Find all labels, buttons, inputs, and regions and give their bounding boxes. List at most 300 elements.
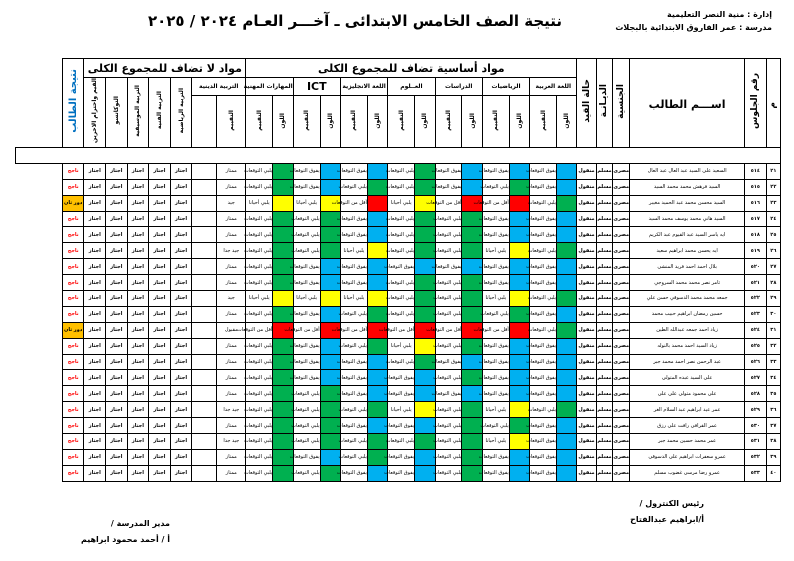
grade-eval-cell: يلبي التوقعات [435, 449, 462, 465]
grade-eval-cell: يفوق التوقعات [435, 354, 462, 370]
religion-grade-cell: ممتاز [217, 306, 246, 322]
row-number: ٣٧ [766, 418, 780, 434]
grade-eval-cell: يفوق التوقعات [530, 433, 557, 449]
extra-pass-cell: اجتاز [127, 306, 149, 322]
extra-pass-cell: اجتاز [149, 290, 171, 306]
enroll-status-cell: منقول [577, 433, 596, 449]
grade-eval-cell: يفوق التوقعات [482, 211, 509, 227]
extra-pass-cell: اجتاز [106, 386, 128, 402]
extra-pass-cell: اجتاز [127, 227, 149, 243]
grade-eval-cell: أقل من التوقعات [340, 195, 367, 211]
grade-eval-cell: يفوق التوقعات [293, 179, 320, 195]
leaf-eval-2 [435, 96, 462, 148]
extra-pass-cell: اجتاز [149, 211, 171, 227]
grade-eval-cell: يلبي التوقعات [246, 243, 273, 259]
religion-cell: مسلم [596, 370, 613, 386]
grade-eval-cell: يلبي التوقعات [246, 465, 273, 481]
grade-color-cell [320, 402, 340, 418]
grade-color-cell [273, 465, 293, 481]
enroll-status-cell: منقول [577, 227, 596, 243]
table-row [16, 275, 781, 291]
religion-grade-cell: جيد [217, 290, 246, 306]
religion-cell: مسلم [596, 418, 613, 434]
extra-pass-cell: اجتاز [106, 370, 128, 386]
grade-eval-cell: يلبي التوقعات [246, 275, 273, 291]
grade-eval-cell: يلبي التوقعات [340, 338, 367, 354]
col-header-seat-text: رقم الجلوس [750, 73, 761, 129]
leaf-eval-1 [482, 96, 509, 148]
grade-eval-cell: يلبي التوقعات [388, 275, 415, 291]
row-number: ٣٢ [766, 338, 780, 354]
grade-color-cell [462, 290, 482, 306]
grade-color-cell [320, 433, 340, 449]
grade-eval-cell: يلبي التوقعات [388, 179, 415, 195]
grade-eval-cell: يلبي التوقعات [246, 386, 273, 402]
grade-color-cell [273, 290, 293, 306]
grade-eval-cell: أقل من التوقعات [482, 322, 509, 338]
grade-eval-cell: يفوق التوقعات [530, 211, 557, 227]
religion-cell: مسلم [596, 275, 613, 291]
extra-pass-cell: اجتاز [106, 354, 128, 370]
grade-color-cell [273, 402, 293, 418]
extra-pass-cell: اجتاز [106, 449, 128, 465]
table-row [16, 433, 781, 449]
result-cell: ناجح [62, 433, 84, 449]
extra-pass-cell: اجتاز [149, 418, 171, 434]
row-number: ٢٩ [766, 290, 780, 306]
page-title: نتيجة الصف الخامس الابتدائى ـ آخـــر العـام ٢٠٢٤ / ٢٠٢٥ [147, 12, 563, 30]
result-cell: ناجح [62, 243, 84, 259]
subject-header-2: الدراسات [435, 78, 482, 96]
grade-color-cell [415, 227, 435, 243]
subject-header-extra-1-text: التربية الرياضية [177, 87, 185, 134]
enroll-status-cell: منقول [577, 354, 596, 370]
grade-eval-cell: يفوق التوقعات [293, 449, 320, 465]
seat-number: ٥٢٠ [745, 259, 767, 275]
grade-eval-cell: يلبي التوقعات [340, 306, 367, 322]
row-number: ٣١ [766, 322, 780, 338]
leaf-religion-blank [192, 96, 217, 148]
grade-eval-cell: يفوق التوقعات [482, 259, 509, 275]
grade-eval-cell: يفوق التوقعات [530, 386, 557, 402]
student-name: ايه ياسر السيد عبد القيوم عبد الكريم [630, 227, 745, 243]
enroll-status-cell: منقول [577, 259, 596, 275]
student-name: السيد محسن محمد عبد الحميد مغيبر [630, 195, 745, 211]
leaf-color-text: اللون [468, 112, 476, 129]
grade-color-cell [367, 179, 387, 195]
grade-eval-cell: يلبي أحيانا [482, 402, 509, 418]
grade-eval-cell: يفوق التوقعات [340, 163, 367, 179]
result-cell: ناجح [62, 402, 84, 418]
religion-cell: مسلم [596, 211, 613, 227]
result-cell: ناجح [62, 418, 84, 434]
leaf-eval-0 [530, 96, 557, 148]
grade-eval-cell: يلبي التوقعات [388, 306, 415, 322]
extra-pass-cell: اجتاز [170, 290, 192, 306]
grade-color-cell [367, 433, 387, 449]
nationality-cell: مصرى [613, 338, 630, 354]
leaf-color-6 [273, 96, 293, 148]
grade-color-cell [367, 227, 387, 243]
grade-eval-cell: يلبي التوقعات [435, 290, 462, 306]
seat-number: ٥٣٣ [745, 465, 767, 481]
result-cell: ناجح [62, 179, 84, 195]
col-header-status-text: حالة القيد [581, 79, 592, 123]
grade-eval-cell: يلبي التوقعات [246, 418, 273, 434]
extra-pass-cell: اجتاز [84, 418, 106, 434]
extra-pass-cell: اجتاز [127, 195, 149, 211]
religion-blank-cell [192, 275, 217, 291]
extra-pass-cell: اجتاز [127, 275, 149, 291]
subject-header-6: المهارات المهنية [246, 78, 294, 96]
grade-color-cell [557, 163, 577, 179]
table-row [16, 227, 781, 243]
grade-eval-cell: يلبي التوقعات [435, 275, 462, 291]
nationality-cell: مصرى [613, 370, 630, 386]
extra-pass-cell: اجتاز [106, 418, 128, 434]
grade-color-cell [415, 402, 435, 418]
extra-pass-cell: اجتاز [84, 338, 106, 354]
religion-blank-cell [192, 354, 217, 370]
grade-eval-cell: يفوق التوقعات [388, 465, 415, 481]
grade-color-cell [509, 402, 529, 418]
result-cell: دور ثان [62, 322, 84, 338]
leaf-color-text: اللون [563, 112, 571, 129]
religion-cell: مسلم [596, 243, 613, 259]
student-name: عبد الرحمن نصر احمد محمد جبر [630, 354, 745, 370]
enroll-status-cell: منقول [577, 290, 596, 306]
nationality-cell: مصرى [613, 386, 630, 402]
grade-eval-cell: يلبي التوقعات [435, 433, 462, 449]
extra-pass-cell: اجتاز [127, 370, 149, 386]
extra-pass-cell: اجتاز [106, 211, 128, 227]
col-header-m-text: م [768, 101, 779, 109]
extra-pass-cell: اجتاز [106, 179, 128, 195]
religion-blank-cell [192, 195, 217, 211]
religion-grade-cell: ممتاز [217, 275, 246, 291]
enroll-status-cell: منقول [577, 275, 596, 291]
grade-eval-cell: يلبي التوقعات [388, 163, 415, 179]
grade-eval-cell: أقل من التوقعات [435, 195, 462, 211]
extra-pass-cell: اجتاز [170, 322, 192, 338]
grade-color-cell [273, 418, 293, 434]
grade-color-cell [367, 195, 387, 211]
nationality-cell: مصرى [613, 290, 630, 306]
grade-eval-cell: يلبي أحيانا [388, 195, 415, 211]
grade-eval-cell: يلبي التوقعات [246, 370, 273, 386]
grade-eval-cell: يلبي أحيانا [482, 243, 509, 259]
grade-color-cell [557, 433, 577, 449]
extra-pass-cell: اجتاز [84, 465, 106, 481]
row-number: ٢٨ [766, 275, 780, 291]
leaf-color-text: اللون [515, 112, 523, 129]
seat-number: ٥٢٥ [745, 338, 767, 354]
seat-number: ٥٢٧ [745, 370, 767, 386]
extra-pass-cell: اجتاز [84, 306, 106, 322]
extra-pass-cell: اجتاز [127, 433, 149, 449]
col-header-nationality-text: الجنسية [616, 83, 627, 119]
extra-pass-cell: اجتاز [127, 179, 149, 195]
religion-cell: مسلم [596, 338, 613, 354]
grade-eval-cell: يلبي التوقعات [388, 211, 415, 227]
leaf-color-4 [367, 96, 387, 148]
grade-color-cell [462, 179, 482, 195]
enroll-status-cell: منقول [577, 306, 596, 322]
nationality-cell: مصرى [613, 211, 630, 227]
grade-color-cell [273, 386, 293, 402]
grade-color-cell [462, 402, 482, 418]
religion-cell: مسلم [596, 227, 613, 243]
grade-eval-cell: يلبي التوقعات [482, 179, 509, 195]
row-number: ٢٧ [766, 259, 780, 275]
grade-eval-cell: يلبي التوقعات [340, 402, 367, 418]
grade-color-cell [367, 338, 387, 354]
extra-pass-cell: اجتاز [84, 354, 106, 370]
grade-eval-cell: يفوق التوقعات [293, 259, 320, 275]
grade-eval-cell: يلبي أحيانا [388, 402, 415, 418]
extra-pass-cell: اجتاز [127, 386, 149, 402]
leaf-color-text: اللون [326, 112, 334, 129]
extra-pass-cell: اجتاز [149, 402, 171, 418]
grade-eval-cell: يفوق التوقعات [388, 370, 415, 386]
religion-grade-cell: ممتاز [217, 418, 246, 434]
grade-eval-cell: يلبي التوقعات [246, 259, 273, 275]
grade-color-cell [367, 243, 387, 259]
enroll-status-cell: منقول [577, 370, 596, 386]
religion-cell: مسلم [596, 322, 613, 338]
control-head-signature [630, 496, 704, 528]
leaf-eval-6 [246, 96, 273, 148]
group-extra-subjects: مواد لا تضاف للمجموع الكلى [84, 59, 246, 78]
grade-color-cell [509, 243, 529, 259]
grade-eval-cell: يلبي التوقعات [435, 402, 462, 418]
row-number: ٣٩ [766, 449, 780, 465]
grade-eval-cell: يفوق التوقعات [482, 449, 509, 465]
subject-header-extra-4-text: التوكاتسو [112, 96, 120, 125]
seat-number: ٥٢٨ [745, 386, 767, 402]
extra-pass-cell: اجتاز [127, 354, 149, 370]
col-header-result [62, 59, 84, 148]
grade-eval-cell: يلبي التوقعات [435, 465, 462, 481]
col-header-name-text: اســـم الطالب [648, 98, 726, 112]
extra-pass-cell: اجتاز [149, 465, 171, 481]
subject-header-extra-4 [106, 78, 128, 148]
grade-eval-cell: يفوق التوقعات [293, 163, 320, 179]
subject-header-extra-5 [84, 78, 106, 148]
seat-number: ٥١٦ [745, 195, 767, 211]
religion-grade-cell: ممتاز [217, 211, 246, 227]
grade-eval-cell: يفوق التوقعات [530, 370, 557, 386]
grade-eval-cell: يفوق التوقعات [340, 370, 367, 386]
grade-eval-cell: يلبي التوقعات [293, 243, 320, 259]
grade-color-cell [557, 227, 577, 243]
table-row [16, 195, 781, 211]
enroll-status-cell: منقول [577, 465, 596, 481]
admin-line: إدارة : منية النصر التعليمية [666, 10, 772, 19]
enroll-status-cell: منقول [577, 449, 596, 465]
grade-color-cell [509, 290, 529, 306]
table-row [16, 290, 781, 306]
col-header-religion-text: الديـانـة [599, 84, 610, 118]
extra-pass-cell: اجتاز [84, 449, 106, 465]
grade-color-cell [273, 195, 293, 211]
grade-color-cell [557, 243, 577, 259]
extra-pass-cell: اجتاز [149, 195, 171, 211]
extra-pass-cell: اجتاز [84, 290, 106, 306]
grade-color-cell [367, 354, 387, 370]
religion-grade-cell: ممتاز [217, 163, 246, 179]
extra-pass-cell: اجتاز [170, 179, 192, 195]
religion-blank-cell [192, 211, 217, 227]
religion-blank-cell [192, 449, 217, 465]
leaf-eval-text: التقييم [303, 110, 311, 131]
table-row [16, 402, 781, 418]
grade-eval-cell: أقل من التوقعات [435, 322, 462, 338]
leaf-eval-text: التقييم [255, 110, 263, 131]
student-name: ايه يحسن محمد ابراهيم سعيد [630, 243, 745, 259]
grade-eval-cell: يلبي التوقعات [340, 179, 367, 195]
grade-eval-cell: يلبي التوقعات [388, 227, 415, 243]
subject-header-extra-3-text: التربية الموسيقية [134, 84, 142, 137]
religion-grade-cell: مقبول [217, 322, 246, 338]
religion-cell: مسلم [596, 465, 613, 481]
grade-eval-cell: يفوق التوقعات [530, 354, 557, 370]
religion-cell: مسلم [596, 306, 613, 322]
grade-eval-cell: يلبي التوقعات [246, 211, 273, 227]
student-name: السيد هاني محمد يوسف محمد السيد [630, 211, 745, 227]
row-number: ٢٤ [766, 211, 780, 227]
seat-number: ٥٣٠ [745, 418, 767, 434]
col-header-seat [745, 59, 767, 148]
extra-pass-cell: اجتاز [170, 163, 192, 179]
nationality-cell: مصرى [613, 418, 630, 434]
grade-eval-cell: يفوق التوقعات [530, 418, 557, 434]
grade-color-cell [320, 243, 340, 259]
extra-pass-cell: اجتاز [170, 275, 192, 291]
religion-grade-cell: ممتاز [217, 465, 246, 481]
grade-color-cell [557, 449, 577, 465]
extra-pass-cell: اجتاز [149, 386, 171, 402]
grade-color-cell [557, 195, 577, 211]
extra-pass-cell: اجتاز [170, 418, 192, 434]
grade-eval-cell: يفوق التوقعات [340, 259, 367, 275]
grade-eval-cell: يلبي التوقعات [293, 402, 320, 418]
grade-color-cell [320, 449, 340, 465]
extra-pass-cell: اجتاز [106, 322, 128, 338]
row-number: ٣٥ [766, 386, 780, 402]
religion-cell: مسلم [596, 402, 613, 418]
seat-number: ٥٢٦ [745, 354, 767, 370]
seat-number: ٥٣٢ [745, 449, 767, 465]
grade-eval-cell: يلبي التوقعات [293, 211, 320, 227]
religion-blank-cell [192, 306, 217, 322]
grade-color-cell [320, 306, 340, 322]
grade-eval-cell: يفوق التوقعات [482, 275, 509, 291]
result-cell: ناجح [62, 163, 84, 179]
subject-header-extra-2 [149, 78, 171, 148]
grade-eval-cell: يفوق التوقعات [482, 386, 509, 402]
extra-pass-cell: اجتاز [127, 243, 149, 259]
extra-pass-cell: اجتاز [170, 465, 192, 481]
grade-eval-cell: يفوق التوقعات [340, 386, 367, 402]
extra-pass-cell: اجتاز [84, 179, 106, 195]
student-name: عمر عيد ابراهيم عبد السلام الغر [630, 402, 745, 418]
control-head-name: أ/ابراهيم عبدالفتاح [630, 515, 704, 524]
extra-pass-cell: اجتاز [106, 227, 128, 243]
grade-color-cell [367, 306, 387, 322]
seat-number: ٥٢٤ [745, 322, 767, 338]
grade-eval-cell: يلبي التوقعات [246, 227, 273, 243]
religion-grade-cell: جيد جدا [217, 402, 246, 418]
result-cell: دور ثان [62, 195, 84, 211]
grade-eval-cell: يلبي أحيانا [340, 290, 367, 306]
result-cell: ناجح [62, 275, 84, 291]
extra-pass-cell: اجتاز [170, 306, 192, 322]
subject-header-3: العــلوم [388, 78, 435, 96]
grade-eval-cell: يلبي التوقعات [435, 306, 462, 322]
nationality-cell: مصرى [613, 354, 630, 370]
grade-eval-cell: يفوق التوقعات [530, 227, 557, 243]
grade-color-cell [415, 465, 435, 481]
leaf-color-5 [320, 96, 340, 148]
student-name: السيد فرهش محمد محمد السيد [630, 179, 745, 195]
extra-pass-cell: اجتاز [170, 227, 192, 243]
religion-blank-cell [192, 259, 217, 275]
seat-number: ٥٢٣ [745, 306, 767, 322]
grade-eval-cell: يلبي التوقعات [388, 433, 415, 449]
grade-eval-cell: يلبي التوقعات [435, 243, 462, 259]
extra-pass-cell: اجتاز [170, 370, 192, 386]
religion-blank-cell [192, 290, 217, 306]
religion-grade-cell: جيد جدا [217, 433, 246, 449]
grade-eval-cell: يفوق التوقعات [530, 449, 557, 465]
extra-pass-cell: اجتاز [106, 465, 128, 481]
grade-eval-cell: يلبي التوقعات [388, 354, 415, 370]
extra-pass-cell: اجتاز [149, 243, 171, 259]
leaf-eval-text: التقييم [350, 110, 358, 131]
leaf-color-1 [509, 96, 529, 148]
extra-pass-cell: اجتاز [149, 275, 171, 291]
grade-eval-cell: يلبي التوقعات [246, 433, 273, 449]
enroll-status-cell: منقول [577, 195, 596, 211]
extra-pass-cell: اجتاز [127, 465, 149, 481]
row-number: ٢١ [766, 163, 780, 179]
grade-eval-cell: يفوق التوقعات [435, 179, 462, 195]
grade-color-cell [415, 275, 435, 291]
student-name: عمرو رضا مرسى غضوب مسلم [630, 465, 745, 481]
table-row [16, 259, 781, 275]
grade-eval-cell: يفوق التوقعات [293, 275, 320, 291]
religion-grade-cell: ممتاز [217, 227, 246, 243]
table-row [16, 243, 781, 259]
extra-pass-cell: اجتاز [149, 338, 171, 354]
religion-cell: مسلم [596, 386, 613, 402]
leaf-eval-text: التقييم [397, 110, 405, 131]
col-header-religion [596, 59, 613, 148]
seat-number: ٥١٨ [745, 227, 767, 243]
grade-eval-cell: يفوق التوقعات [388, 386, 415, 402]
grade-color-cell [557, 418, 577, 434]
religion-cell: مسلم [596, 163, 613, 179]
nationality-cell: مصرى [613, 322, 630, 338]
nationality-cell: مصرى [613, 402, 630, 418]
grade-eval-cell: يلبي التوقعات [435, 227, 462, 243]
grade-eval-cell: يفوق التوقعات [530, 163, 557, 179]
extra-pass-cell: اجتاز [106, 259, 128, 275]
result-cell: ناجح [62, 306, 84, 322]
grade-eval-cell: يلبي التوقعات [246, 306, 273, 322]
grade-eval-cell: يلبي أحيانا [293, 195, 320, 211]
